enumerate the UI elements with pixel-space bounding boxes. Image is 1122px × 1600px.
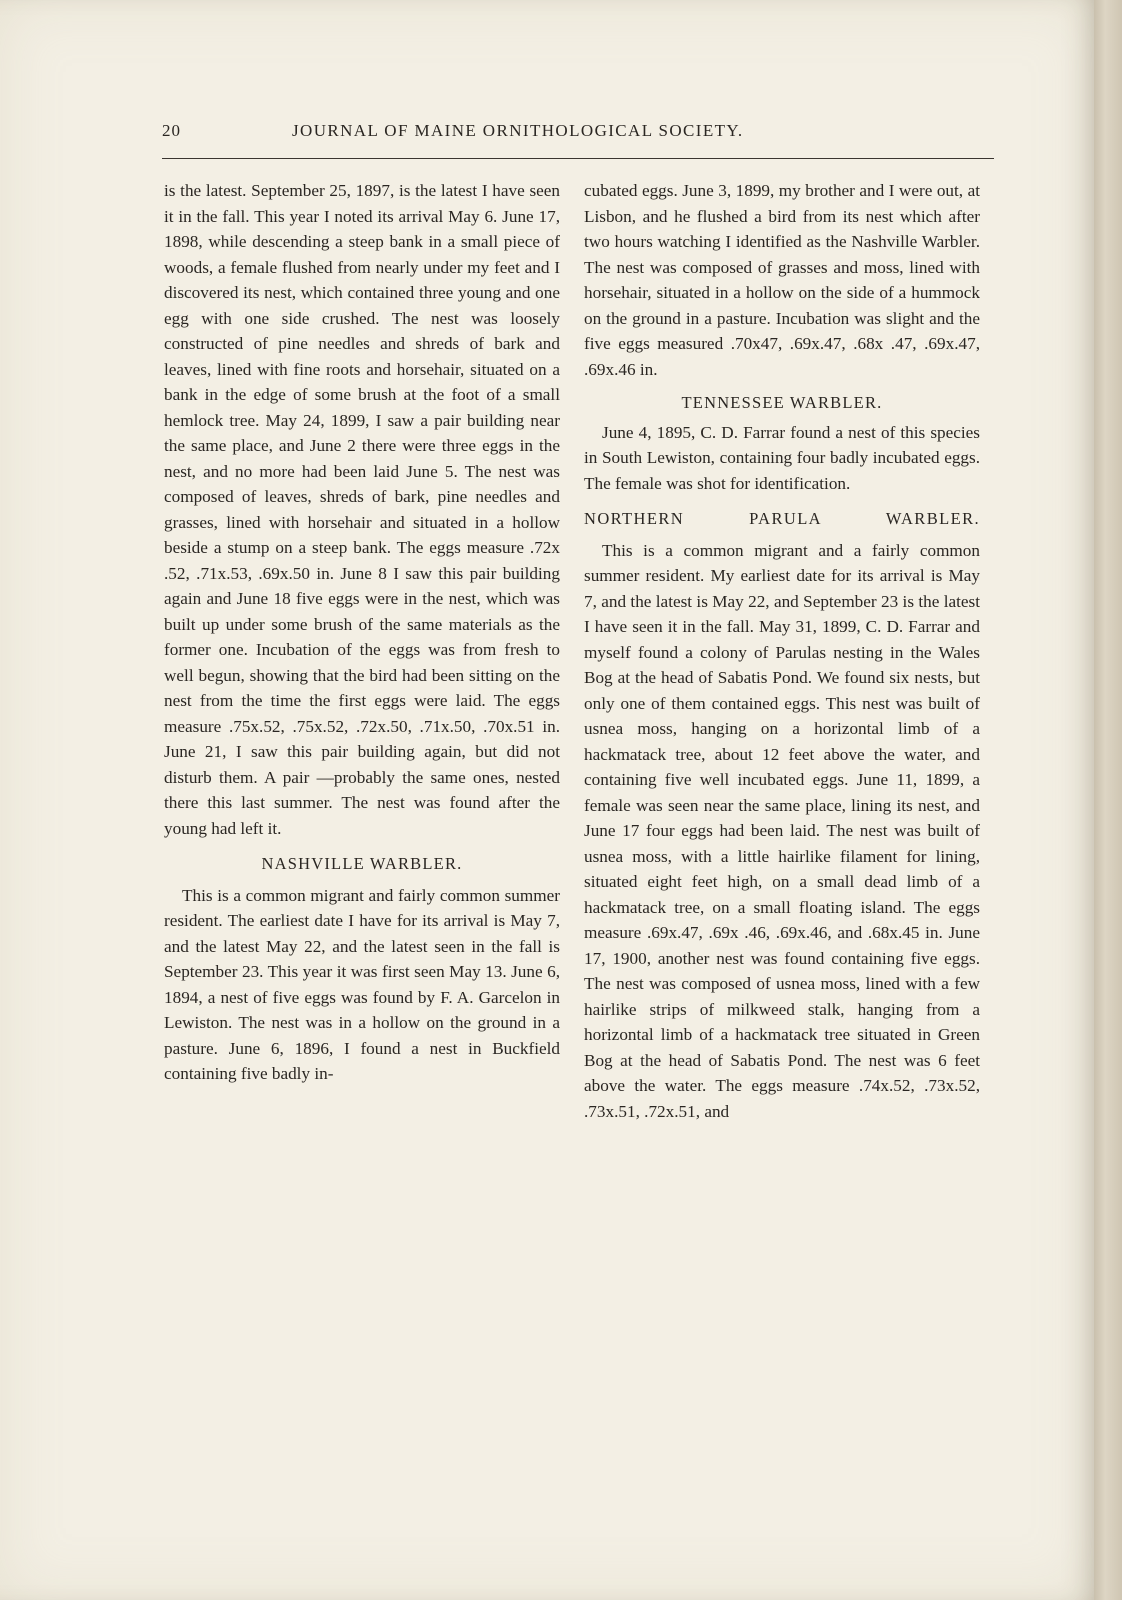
paragraph-continued: is the latest. September 25, 1897, is the latest I have seen it in the fall. This year I noted its arrival May 6. June 17, 1898, while descending a steep bank in a small piece of woods, a female flushed from nearly under my feet and I discovered its nest, which contained three young and one egg with one side crushed. The nest was loosely constructed of pine needles and shreds of bark and leaves, lined with fine roots and horsehair, situated on a bank in the edge of some brush at the foot of a small hemlock tree. May 24, 1899, I saw a pair building near the same place, and June 2 there were three eggs in the nest, and no more had been laid June 5. The nest was composed of leaves, shreds of bark, pine needles and grasses, lined with horsehair and situated in a hollow beside a stump on a steep bank. The eggs measure .72x .52, .71x.53, .69x.50 in. June 8 I saw this pair building again and June 18 five eggs were in the nest, which was built up under some brush of the same materials as the former one. Incubation of the eggs was from fresh to well begun, showing that the bird had been sitting on the nest from the time the first eggs were laid. The eggs measure .75x.52, .75x.52, .72x.50, .71x.50, .70x.51 in. June 21, I saw this pair building again, but did not disturb them. A pair —probably the same ones, nested there this last summer. The nest was found after the young had left it. bbox=[164, 181, 560, 838]
heading-tennessee-warbler: TENNESSEE WARBLER. bbox=[681, 393, 883, 412]
paragraph-nashville-warbler: This is a common migrant and fairly common summer resident. The earliest date I have for its arrival is May 7, and the latest May 22, and the latest seen in the fall is September 23. This year it was first seen May 13. June 6, 1894, a nest of five eggs was found by F. A. Garcelon in Lewiston. The nest was in a hollow on the ground in a pasture. June 6, 1896, I found a nest in Buckfield containing five badly in- bbox=[164, 885, 560, 1083]
page-edge bbox=[1094, 0, 1122, 1600]
header-rule bbox=[162, 158, 994, 159]
running-header bbox=[162, 117, 990, 147]
journal-title: JOURNAL OF MAINE ORNITHOLOGICAL SOCIETY. bbox=[292, 121, 744, 140]
paragraph-continued-right: cubated eggs. June 3, 1899, my brother and I were out, at Lisbon, and he flushed a bird from its nest which after two hours watching I identified as the Nashville Warbler. The nest was composed of grasses and moss, lined with horsehair, situated in a hollow on the side of a hummock on the ground in a pasture. Incubation was slight and the five eggs measured .70x47, .69x.47, .68x .47, .69x.47, .69x.46 in. bbox=[584, 181, 980, 379]
page-number: 20 bbox=[162, 121, 181, 140]
right-column bbox=[584, 178, 980, 1124]
heading-northern-parula-warbler: NORTHERN PARULA WARBLER. bbox=[584, 509, 980, 528]
paragraph-tennessee-warbler: June 4, 1895, C. D. Farrar found a nest of this species in South Lewiston, containing four badly incubated eggs. The female was shot for identification. bbox=[584, 422, 980, 493]
paragraph-northern-parula-warbler: This is a common migrant and a fairly common summer resident. My earliest date for its arrival is May 7, and the latest is May 22, and September 23 is the latest I have seen it in the fall. May 31, 1899, C. D. Farrar and myself found a colony of Parulas nesting in the Wales Bog at the head of Sabatis Pond. We found six nests, but only one of them contained eggs. This nest was built of usnea moss, hanging on a horizontal limb of a hackmatack tree, about 12 feet above the water, and containing five well incubated eggs. June 11, 1899, a female was seen near the same place, lining its nest, and June 17 four eggs had been laid. The nest was built of usnea moss, with a little hairlike filament for lining, situated eight feet high, on a small dead limb of a hackmatack tree, on a small floating island. The eggs measure .69x.47, .69x .46, .69x.46, and .68x.45 in. June 17, 1900, another nest was found containing five eggs. The nest was composed of usnea moss, lined with a few hairlike strips of milkweed stalk, hanging from a horizontal limb of a hackmatack tree situated in Green Bog at the head of Sabatis Pond. The nest was 6 feet above the water. The eggs measure .74x.52, .73x.52, .73x.51, .72x.51, and bbox=[584, 540, 980, 1121]
left-column bbox=[164, 178, 560, 1087]
heading-nashville-warbler: NASHVILLE WARBLER. bbox=[261, 854, 463, 873]
